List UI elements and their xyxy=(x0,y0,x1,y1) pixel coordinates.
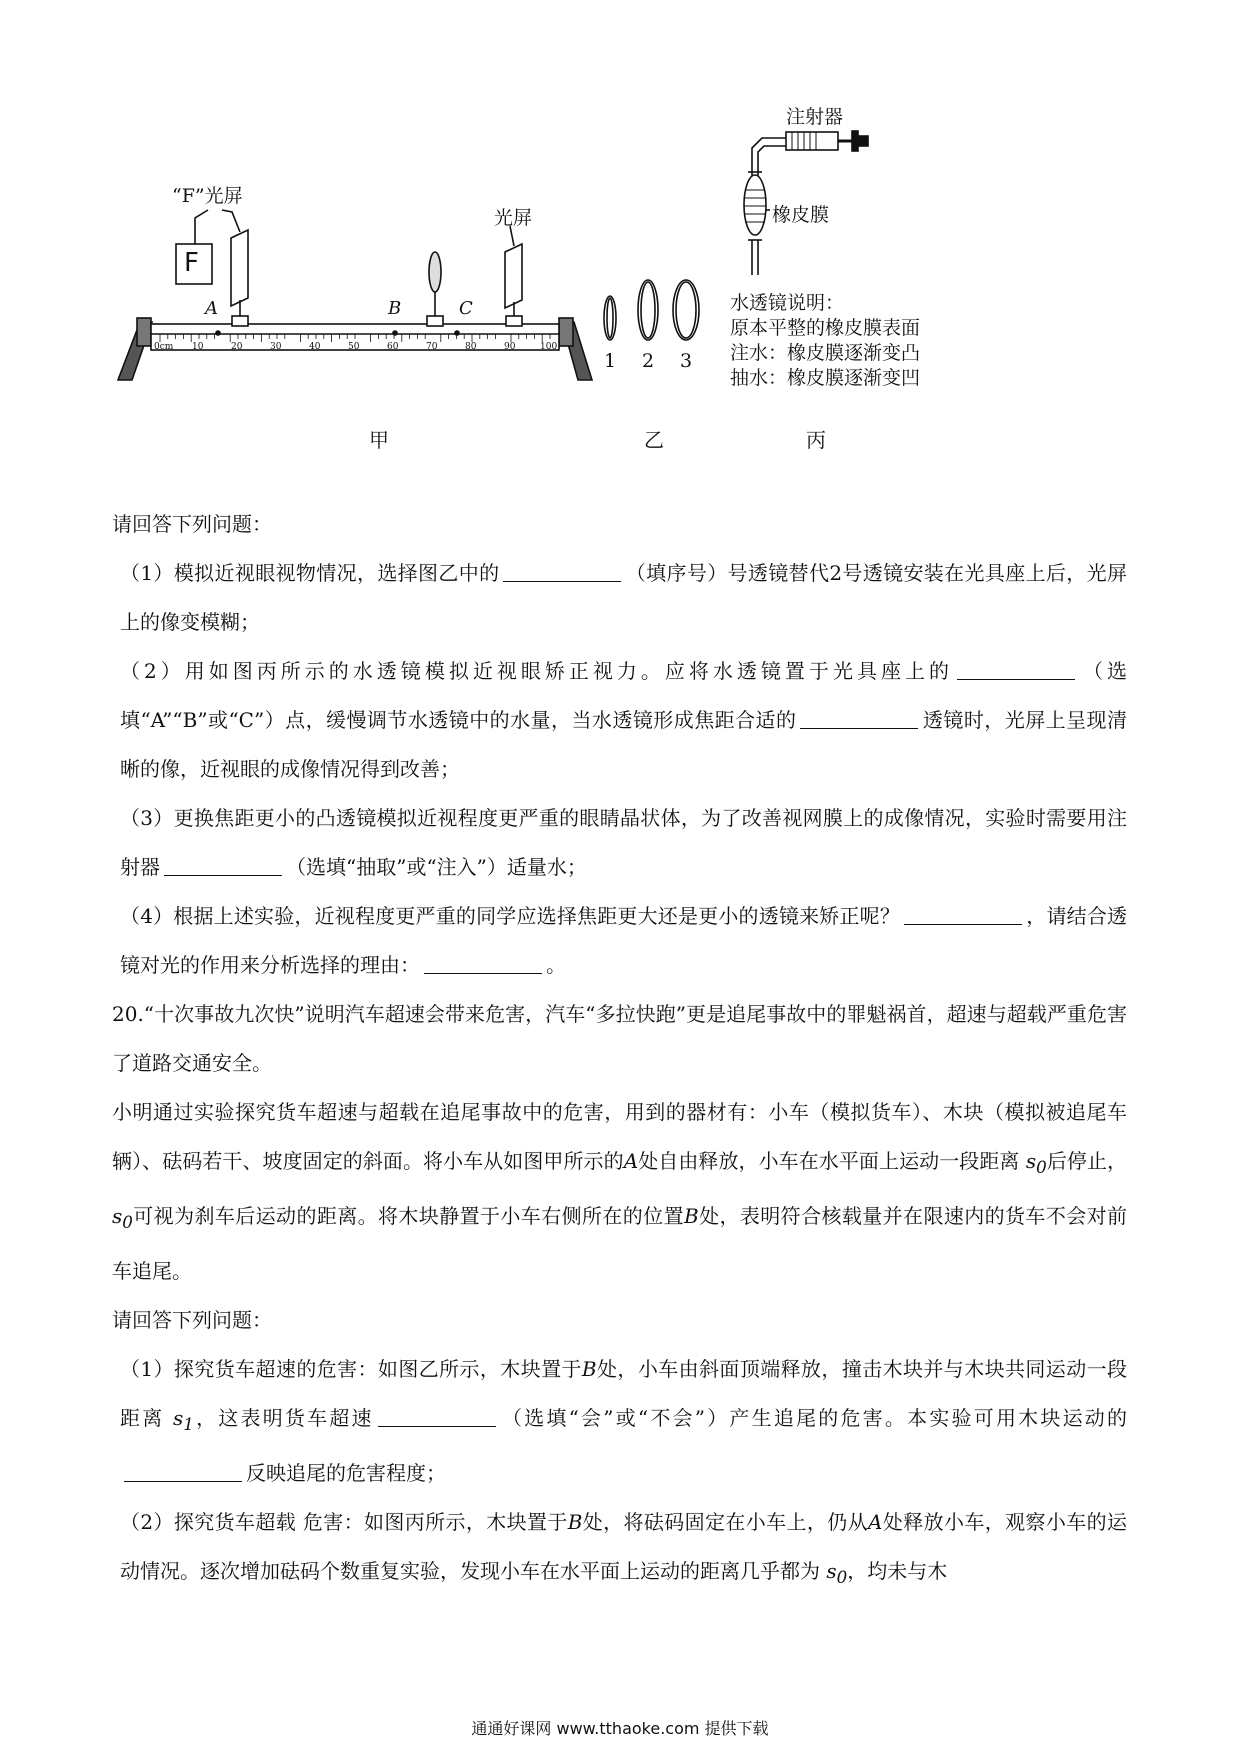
lens-set xyxy=(604,280,699,340)
ruler-tick-label: 30 xyxy=(270,342,282,352)
ruler-tick-label: 80 xyxy=(465,342,477,352)
variable-b: B xyxy=(567,1510,583,1534)
point-label-c: C xyxy=(459,298,473,319)
water-lens-note: 水透镜说明： xyxy=(730,292,845,314)
question-20-2 xyxy=(112,1498,1127,1602)
figure-area xyxy=(0,0,1240,460)
answer-blank[interactable] xyxy=(124,1459,242,1482)
variable-s: s xyxy=(112,1204,123,1228)
subscript-0: 0 xyxy=(1036,1158,1047,1177)
question-text: 。 xyxy=(546,953,566,977)
question-text: （1）探究货车超速的危害：如图乙所示，木块置于 xyxy=(120,1357,582,1381)
syringe-label: 注射器 xyxy=(786,106,844,128)
ruler-tick-label: 0cm xyxy=(154,342,174,352)
ruler-tick-label: 90 xyxy=(504,342,516,352)
question-20-intro: 请回答下列问题： xyxy=(112,1308,272,1332)
question-text: ，均未与木 xyxy=(847,1559,948,1583)
membrane-label: 橡皮膜 xyxy=(772,204,830,226)
question-text: 处释放小车，观察小车的运动情况。逐次增加砝码个数重复实验，发现小车在水平面上运动的距离几乎都为 xyxy=(120,1510,1127,1583)
point-label-b: B xyxy=(388,298,402,319)
ruler-tick-label: 50 xyxy=(348,342,360,352)
question-20-1 xyxy=(112,1345,1127,1498)
question-text: （2）用如图丙所示的水透镜模拟近视眼矫正视力。应将水透镜置于光具座上的 xyxy=(120,659,953,683)
ruler-tick-label: 70 xyxy=(426,342,438,352)
variable-s: s xyxy=(1025,1149,1037,1173)
variable-b: B xyxy=(683,1204,699,1228)
answer-blank[interactable] xyxy=(378,1404,496,1427)
question-text: （3）更换焦距更小的凸透镜模拟近视程度更严重的眼睛晶状体，为了改善视网膜上的成像情况，实验时需要用注射器 xyxy=(120,806,1127,879)
question-text: （2）探究货车超载 危害：如图丙所示，木块置于 xyxy=(120,1510,568,1534)
f-screen-label: “F”光屏 xyxy=(172,185,243,207)
water-lens-note: 注水：橡皮膜逐渐变凸 xyxy=(730,342,921,364)
page-footer: 通通好课网 www.tthaoke.com 提供下载 xyxy=(471,1719,769,1738)
water-lens-note: 抽水：橡皮膜逐渐变凹 xyxy=(730,367,921,389)
variable-s0 xyxy=(112,1204,133,1232)
variable-a: A xyxy=(868,1510,883,1534)
f-board-letter: F xyxy=(184,248,199,278)
ruler-tick-label: 60 xyxy=(387,342,399,352)
experiment-figure xyxy=(0,0,1240,460)
variable-s1 xyxy=(173,1406,194,1434)
question-text: 处自由释放，小车在水平面上运动一段距离 xyxy=(638,1149,1020,1173)
answer-blank[interactable] xyxy=(503,559,621,582)
answer-blank[interactable] xyxy=(424,951,542,974)
answer-blank[interactable] xyxy=(164,853,282,876)
question-text: 反映追尾的危害程度； xyxy=(246,1461,446,1485)
question-text: 后停止， xyxy=(1046,1149,1128,1173)
question-text: （选填“抽取”或“注入”）适量水； xyxy=(286,855,587,879)
answer-blank[interactable] xyxy=(904,902,1022,925)
question-text: 处，表明符合核载量并在限速内的货车不会对前车追尾。 xyxy=(112,1204,1128,1283)
question-20-stem: 20.“十次事故九次快”说明汽车超速会带来危害，汽车“多拉快跑”更是追尾事故中的罪魁祸首，超速与超载严重危害了道路交通安全。 xyxy=(112,1002,1127,1075)
figure-caption-yi: 乙 xyxy=(644,428,664,452)
question-intro: 请回答下列问题： xyxy=(112,512,272,536)
question-text: 小明通过实验探究货车超速与超载在追尾事故中的危害，用到的器材有：小车（模拟货车）、木块（模拟被追尾车辆）、砝码若干、坡度固定的斜面。将小车从如图甲所示的 xyxy=(112,1100,1127,1173)
figure-caption-bing: 丙 xyxy=(806,428,826,452)
question-text: （1）模拟近视眼视物情况，选择图乙中的 xyxy=(120,561,500,585)
subscript-1: 1 xyxy=(183,1415,194,1434)
point-label-a: A xyxy=(205,298,218,319)
question-20-description xyxy=(112,1088,1127,1296)
question-content xyxy=(112,500,1127,1602)
question-text: 处，小车由斜面顶端释放，撞击木块并与木块共同运动一段距离 xyxy=(120,1357,1128,1430)
question-19-3 xyxy=(112,794,1127,892)
ruler-tick-label: 20 xyxy=(231,342,243,352)
subscript-0: 0 xyxy=(122,1213,133,1232)
optical-bench xyxy=(118,210,592,380)
variable-s: s xyxy=(826,1559,837,1583)
ruler-tick-label: 40 xyxy=(309,342,321,352)
subscript-0: 0 xyxy=(836,1568,848,1587)
question-text: 处，将砝码固定在小车上，仍从 xyxy=(582,1510,869,1534)
answer-blank[interactable] xyxy=(957,657,1075,680)
lens-number-2: 2 xyxy=(642,350,655,372)
variable-s: s xyxy=(173,1406,184,1430)
screen-label: 光屏 xyxy=(494,207,533,229)
question-text: 透镜时，光屏上呈现清晰的像，近视眼的成像情况得到改善； xyxy=(120,708,1128,781)
question-19-1 xyxy=(112,549,1127,647)
question-text: （4）根据上述实验，近视程度更严重的同学应选择焦距更大还是更小的透镜来矫正呢？ xyxy=(120,904,901,928)
question-text: （填序号）号透镜替代2号透镜安装在光具座上后，光屏上的像变模糊； xyxy=(120,561,1127,634)
ruler-tick-label: 10 xyxy=(192,342,204,352)
lens-number-1: 1 xyxy=(604,350,617,372)
figure-caption-jia: 甲 xyxy=(369,428,389,452)
water-lens-note: 原本平整的橡皮膜表面 xyxy=(730,317,921,339)
question-19-4 xyxy=(112,892,1127,990)
question-19-2 xyxy=(112,647,1127,794)
question-text: （选填“会”或“不会”）产生追尾的危害。本实验可用木块运动的 xyxy=(499,1406,1128,1430)
question-text: 可视为刹车后运动的距离。将木块静置于小车右侧所在的位置 xyxy=(132,1204,684,1228)
variable-b: B xyxy=(581,1357,597,1381)
question-text: ，请结合透镜对光的作用来分析选择的理由： xyxy=(120,904,1128,977)
variable-a: A xyxy=(623,1149,639,1173)
lens-number-3: 3 xyxy=(680,350,693,372)
ruler-tick-label: 100 xyxy=(540,342,558,352)
answer-blank[interactable] xyxy=(800,706,918,729)
variable-s0 xyxy=(826,1559,848,1587)
question-text: （选填“A”“B”或“C”）点，缓慢调节水透镜中的水量，当水透镜形成焦距合适的 xyxy=(120,659,1127,732)
variable-s0 xyxy=(1025,1149,1047,1177)
question-text: ，这表明货车超速 xyxy=(193,1406,374,1430)
